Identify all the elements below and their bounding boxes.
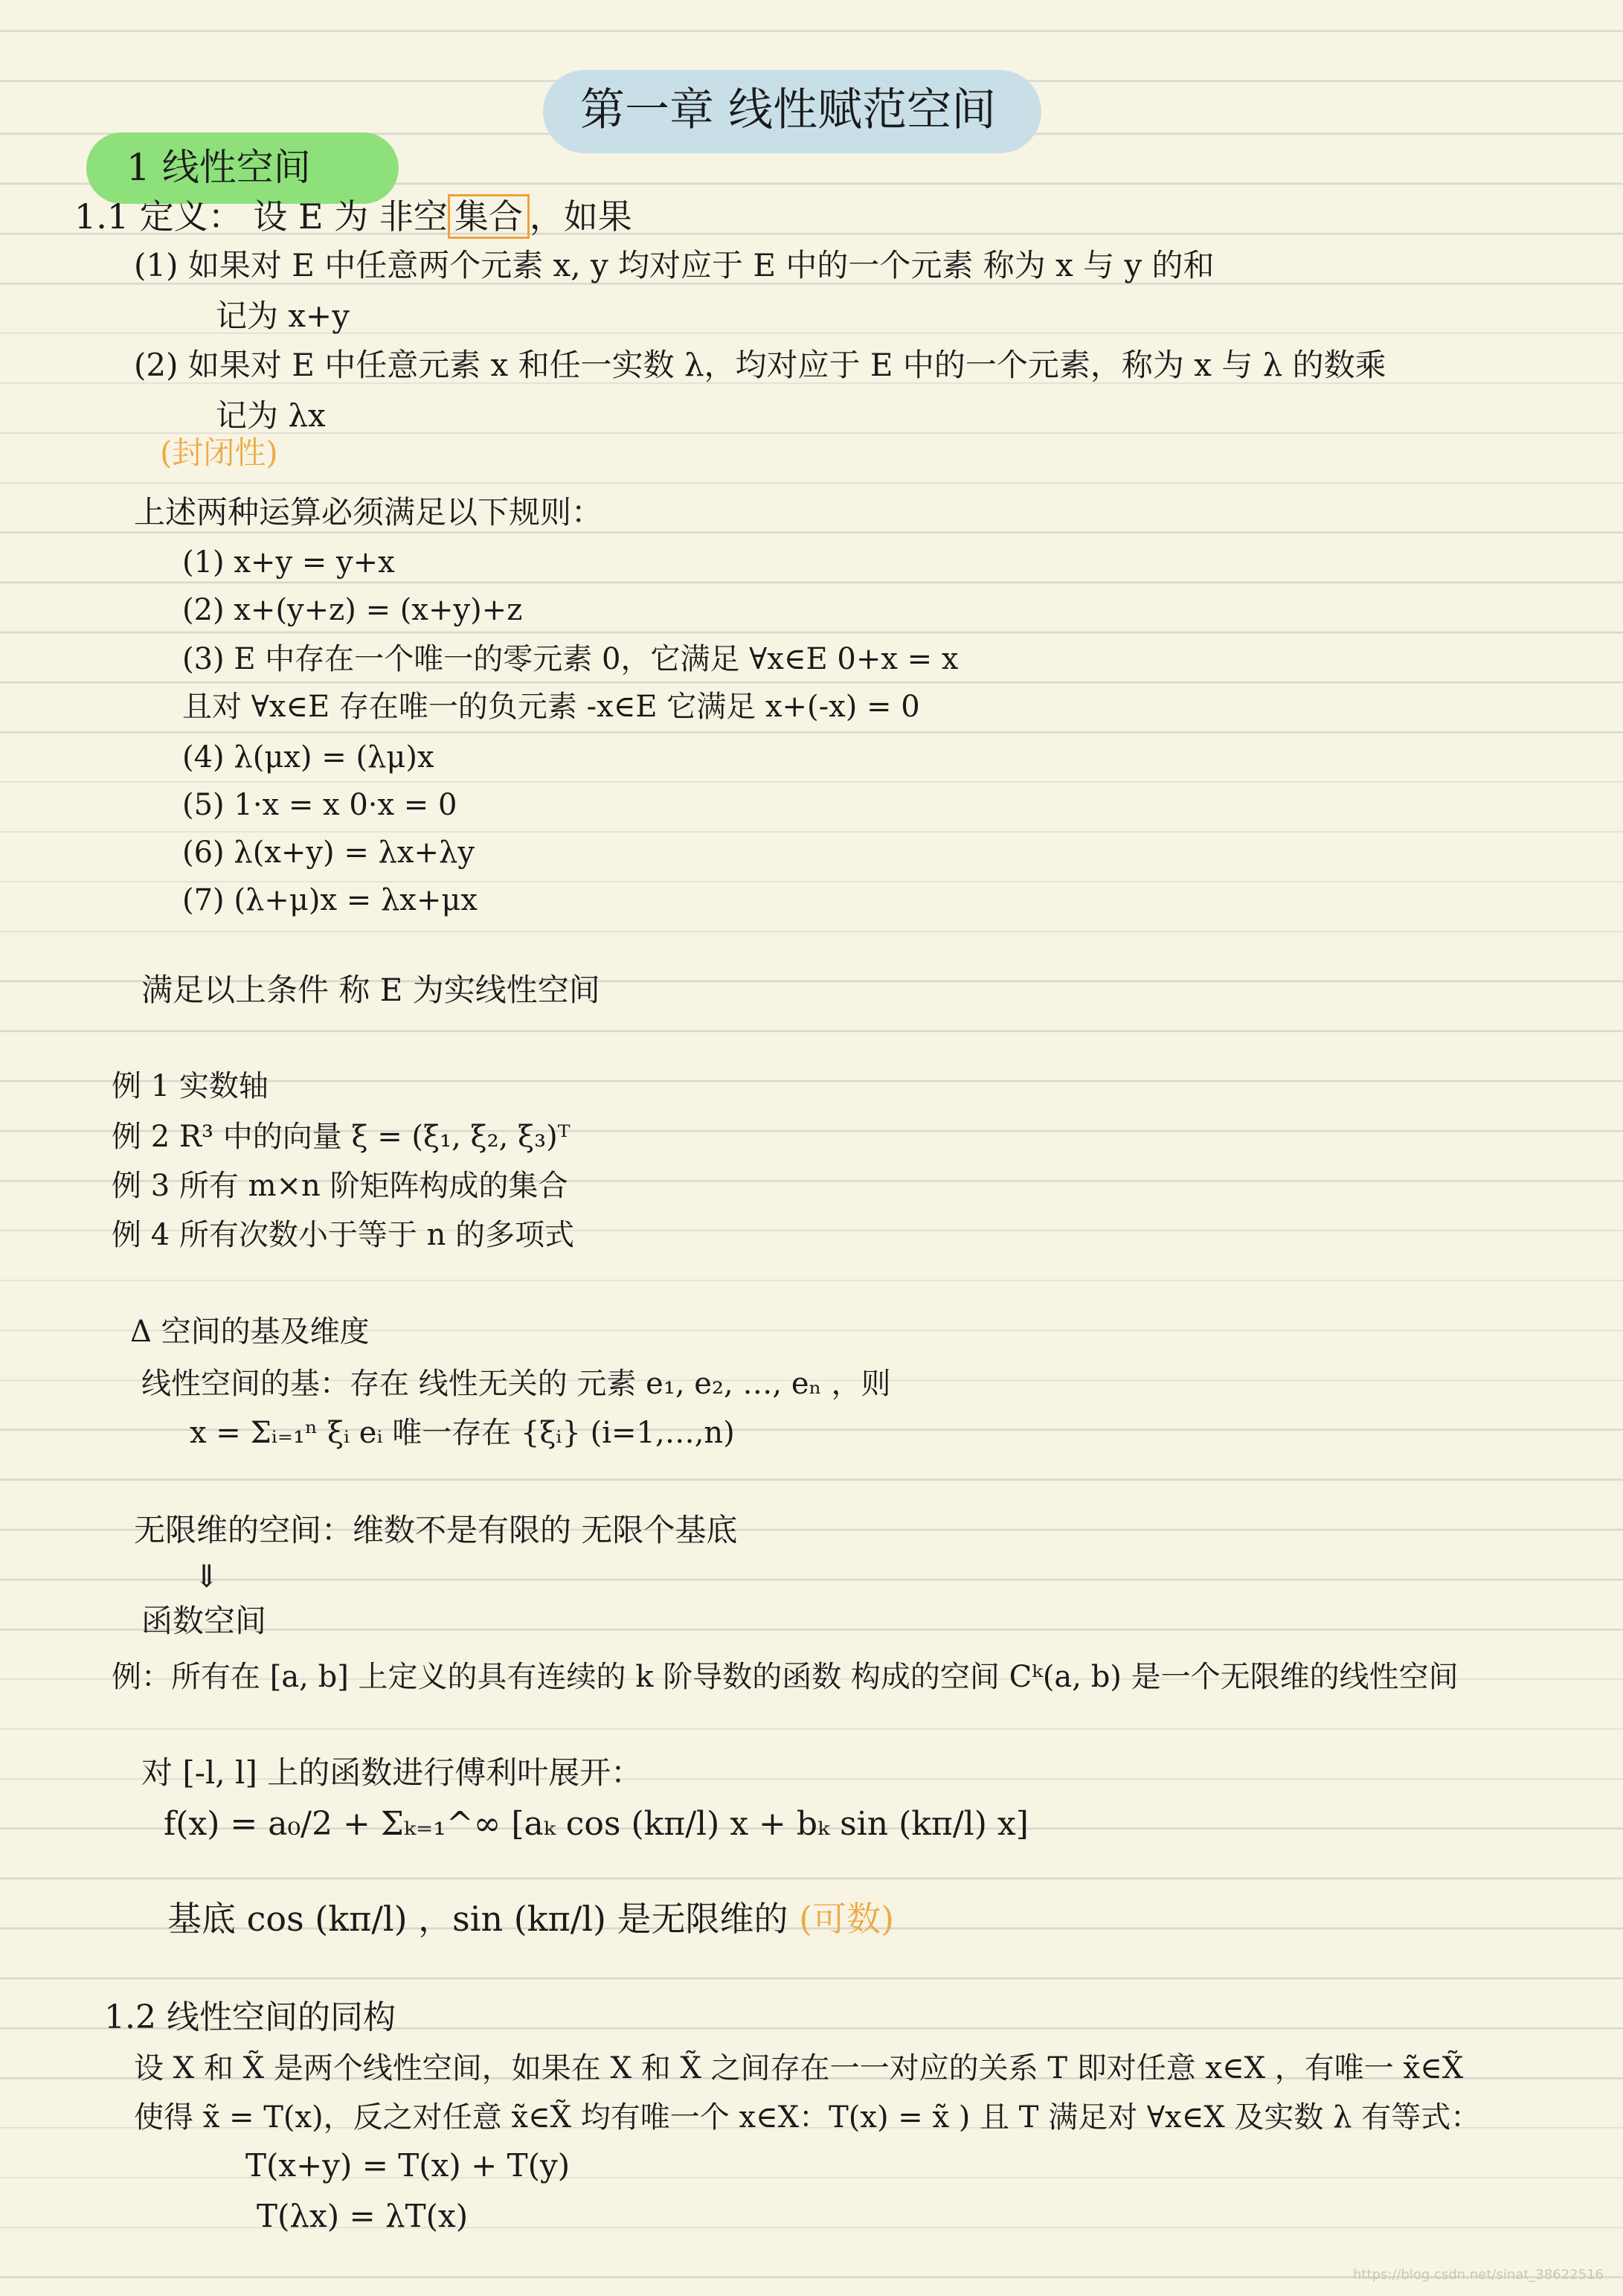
condition-1-line-2: 记为 x+y: [216, 298, 350, 334]
page-title: 第一章 线性赋范空间: [580, 84, 997, 136]
isomorphism-equation: T(λx) = λT(x): [257, 2198, 469, 2234]
isomorphism-line: 使得 x̃ = T(x)，反之对任意 x̃∈X̃ 均有唯一个 x∈X：T(x) = x̃ ) 且 T 满足对 ∀x∈X 及实数 λ 有等式：: [134, 2100, 1481, 2135]
example-item: 例 4 所有次数小于等于 n 的多项式: [112, 1218, 575, 1252]
conclusion: 满足以上条件 称 E 为实线性空间: [141, 972, 600, 1008]
function-space: 函数空间: [141, 1603, 267, 1639]
definition-text-end: ，如果: [529, 196, 632, 237]
definition-number: 1.1: [74, 196, 129, 237]
rule-item: (2) x+(y+z) = (x+y)+z: [182, 593, 523, 627]
isomorphism-equation: T(x+y) = T(x) + T(y): [245, 2147, 571, 2184]
basis-formula: x = Σᵢ₌₁ⁿ ξᵢ eᵢ 唯一存在 {ξᵢ} (i=1,…,n): [190, 1416, 735, 1450]
condition-2-line-2: 记为 λx: [216, 397, 326, 434]
definition-line: [74, 196, 632, 237]
rule-item: (1) x+y = y+x: [182, 545, 395, 580]
example-item: 例 1 实数轴: [112, 1069, 269, 1103]
fourier-formula: f(x) = a₀/2 + Σₖ₌₁^∞ [aₖ cos (kπ/l) x + bₖ sin (kπ/l) x]: [164, 1805, 1029, 1843]
rule-item: (6) λ(x+y) = λx+λy: [182, 836, 475, 870]
section-heading: 1 线性空间: [126, 146, 311, 189]
definition-text: 设 E 为 非空: [253, 196, 448, 237]
closure-note: (封闭性): [160, 434, 278, 471]
basis-line: 线性空间的基：存在 线性无关的 元素 e₁, e₂, …, eₙ ，则: [141, 1367, 891, 1401]
fourier-basis: [167, 1899, 895, 1939]
rule-item: (4) λ(μx) = (λμ)x: [182, 740, 434, 775]
function-space-example: 例：所有在 [a, b] 上定义的具有连续的 k 阶导数的函数 构成的空间 Cᵏ(a, b) 是一个无限维的线性空间: [112, 1660, 1459, 1694]
rule-item: (7) (λ+μ)x = λx+μx: [182, 883, 478, 917]
rule-item: (3) E 中存在一个唯一的零元素 0，它满足 ∀x∈E 0+x = x: [182, 642, 959, 676]
rules-intro: 上述两种运算必须满足以下规则：: [134, 494, 603, 530]
condition-2-line-1: (2) 如果对 E 中任意元素 x 和任一实数 λ，均对应于 E 中的一个元素，称为 x 与 λ 的数乘: [134, 347, 1386, 383]
isomorphism-line: 设 X 和 X̃ 是两个线性空间，如果在 X 和 X̃ 之间存在一一对应的关系 T 即对任意 x∈X ，有唯一 x̃∈X̃: [134, 2051, 1464, 2085]
down-arrow: ⇓: [193, 1558, 220, 1594]
condition-1-line-1: (1) 如果对 E 中任意两个元素 x, y 均对应于 E 中的一个元素 称为 x 与 y 的和: [134, 247, 1215, 283]
countable-note: (可数): [799, 1899, 895, 1939]
watermark-url: https://blog.csdn.net/sinat_38622516: [1352, 2267, 1604, 2283]
example-item: 例 3 所有 m×n 阶矩阵构成的集合: [112, 1169, 568, 1203]
fourier-intro: 对 [-l, l] 上的函数进行傅利叶展开：: [141, 1754, 643, 1791]
fourier-basis-text: 基底 cos (kπ/l) ，sin (kπ/l) 是无限维的: [167, 1899, 788, 1939]
isomorphism-heading: 1.2 线性空间的同构: [104, 1998, 396, 2036]
rule-item: 且对 ∀x∈E 存在唯一的负元素 -x∈E 它满足 x+(-x) = 0: [182, 690, 920, 724]
example-item: 例 2 R³ 中的向量 ξ = (ξ₁, ξ₂, ξ₃)ᵀ: [112, 1120, 571, 1154]
rule-item: (5) 1·x = x 0·x = 0: [182, 788, 457, 822]
boxed-term: 集合: [448, 194, 530, 239]
basis-heading: Δ 空间的基及维度: [130, 1315, 370, 1349]
infinite-dim-line: 无限维的空间：维数不是有限的 无限个基底: [134, 1512, 738, 1548]
definition-label: 定义：: [139, 196, 242, 237]
